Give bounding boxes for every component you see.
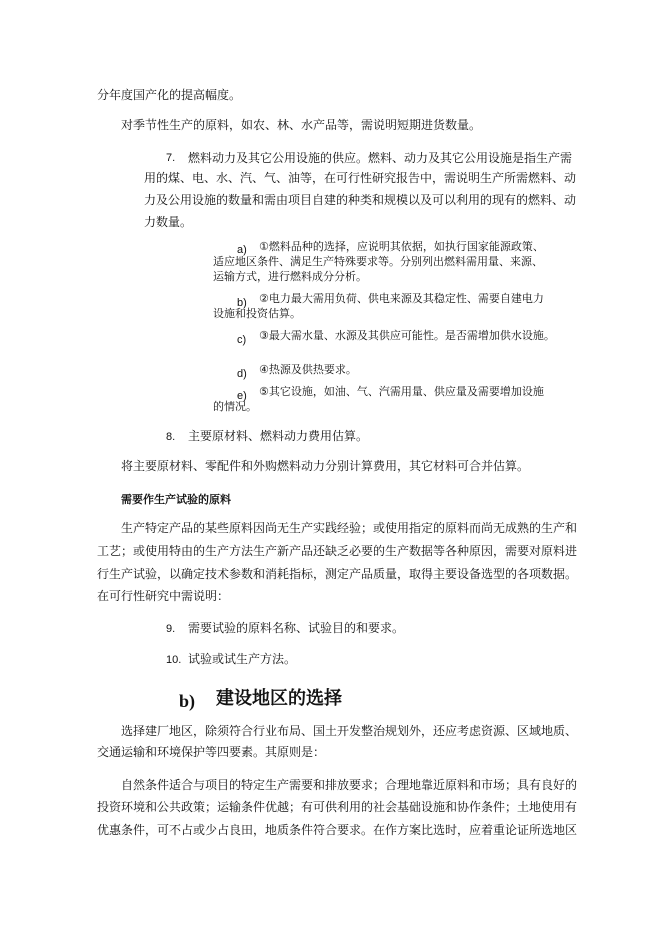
- sub-item-line: ④热源及供热要求。: [259, 363, 357, 376]
- list-item-7-line-2: 用的煤、电、水、汽、气、油等，在可行性研究报告中，需说明生产所需燃料、动: [144, 171, 577, 185]
- sub-item-line: 适应地区条件、满足生产特殊要求等。分别列出燃料需用量、来源、: [213, 255, 543, 268]
- sub-item-line: ①燃料品种的选择，应说明其依据，如执行国家能源政策、: [259, 240, 544, 253]
- list-number: 9.: [166, 623, 176, 635]
- paragraph-seasonal-materials: 对季节性生产的原料，如农、林、水产品等，需说明短期进货数量。: [121, 118, 482, 132]
- sub-label: c): [237, 334, 247, 346]
- paragraph-line: 优惠条件，可不占或少占良田，地质条件符合要求。在作方案比选时，应着重论证所选地区: [97, 823, 578, 837]
- list-item-7-line-3: 力及公用设施的数量和需由项目自建的种类和规模以及可以利用的现有的燃料、动: [144, 193, 577, 207]
- paragraph-line: 工艺；或使用特由的生产方法生产新产品还缺乏必要的生产数据等各种原因，需要对原料进: [97, 544, 578, 558]
- paragraph-line: 选择建厂地区，除须符合行业布局、国土开发整治规划外，还应考虑资源、区域地质、: [121, 724, 578, 738]
- sub-label: e): [237, 390, 247, 402]
- paragraph-production-localization: 分年度国产化的提高幅度。: [97, 88, 242, 102]
- paragraph-line: 行生产试验，以确定技术参数和消耗指标，测定产品质量，取得主要设备选型的各项数据。: [97, 567, 578, 581]
- paragraph-line: 生产特定产品的某些原料因尚无生产实践经验；或使用指定的原料而尚无成熟的生产和: [121, 521, 578, 535]
- sub-label: d): [237, 368, 247, 380]
- sub-item-line: 运输方式，进行燃料成分分析。: [213, 270, 367, 283]
- paragraph-line: 投资环境和公共政策；运输条件优越；有可供利用的社会基础设施和协作条件；土地使用有: [97, 800, 578, 814]
- section-title: 建设地区的选择: [216, 688, 342, 709]
- paragraph-line: 自然条件适合与项目的特定生产需要和排放要求；合理地靠近原料和市场；具有良好的: [121, 778, 578, 792]
- sub-item-line: 设施和投资估算。: [213, 307, 301, 320]
- sub-item-line: 的情况。: [213, 400, 257, 413]
- sub-label: b): [237, 297, 247, 309]
- list-item-9-text: 需要试验的原料名称、试验目的和要求。: [188, 621, 405, 635]
- subheading-trial-materials: 需要作生产试验的原料: [121, 493, 231, 506]
- sub-item-line: ②电力最大需用负荷、供电来源及其稳定性、需要自建电力: [259, 292, 544, 305]
- section-label: b): [179, 691, 196, 711]
- list-item-7-line-4: 力数量。: [144, 215, 193, 229]
- list-number: 10.: [166, 654, 182, 666]
- sub-label: a): [237, 244, 247, 256]
- paragraph-cost-calculation: 将主要原材料、零配件和外购燃料动力分别计算费用，其它材料可合并估算。: [121, 459, 530, 473]
- paragraph-line: 交通运输和环境保护等四要素。其原则是：: [97, 745, 326, 759]
- paragraph-line: 在可行性研究中需说明：: [97, 589, 230, 603]
- list-number: 8.: [166, 431, 176, 443]
- sub-item-line: ③最大需水量、水源及其供应可能性。是否需增加供水设施。: [259, 329, 555, 342]
- list-item-8-text: 主要原材料、燃料动力费用估算。: [188, 429, 369, 443]
- list-item-7-line-1: 燃料动力及其它公用设施的供应。燃料、动力及其它公用设施是指生产需: [188, 151, 573, 165]
- list-number: 7.: [166, 152, 176, 164]
- list-item-10-text: 试验或试生产方法。: [188, 652, 297, 666]
- sub-item-line: ⑤其它设施，如油、气、汽需用量、供应量及需要增加设施: [259, 385, 544, 398]
